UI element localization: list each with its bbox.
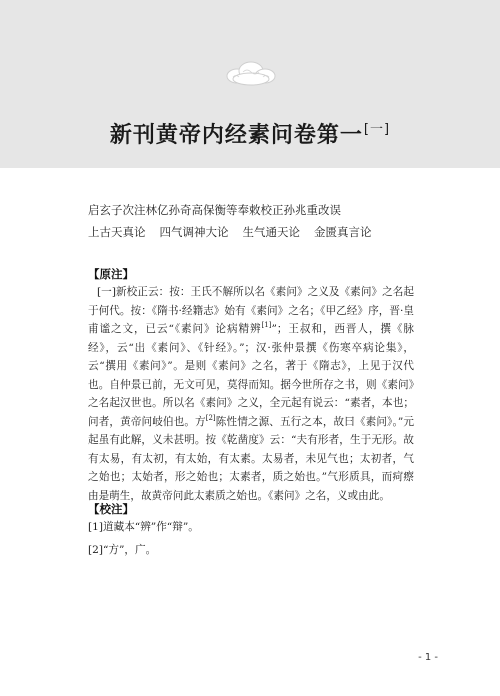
cloud-ornament-icon	[223, 60, 279, 86]
collation-heading: 【校注】	[88, 502, 134, 516]
annotation-text-b: ”；王叔和，西晋人，撰《脉经》，云“出《素问》、《针经》。”；汉·张仲景撰《伤寒卒病论集》，云“撰用《素问》”。是则《素问》之名，著于《隋志》，上见于汉代也。自仲景已前，无文可见，莫得而知。据今世所存之书，则《素问》之名起汉世也。所以名《素问》之义，全元起有说云：“素者，本也；问者，黄帝问岐伯也。方	[88, 323, 414, 428]
chapter-title-text: 新刊黄帝内经素问卷第一	[109, 123, 363, 148]
chapter-item: 四气调神大论	[159, 225, 229, 239]
collation-note: [2]“方”，广。	[88, 544, 157, 556]
chapter-item: 上古天真论	[88, 225, 146, 239]
annotation-paragraph	[88, 283, 414, 505]
footnote-ref-1: [1]	[261, 321, 272, 329]
annotation-text-c: 陈性情之源、五行之本，故曰《素问》。”元起虽有此解，义未甚明。按《乾凿度》云：“夫有形者，生于无形。故有太易，有太初，有太始，有太素。太易者，未见气也；太初者，气之始也；太始者，形之始也；太素者，质之始也。”气形质具，而疴瘵由是萌生，故黄帝问此太素质之始也。《素问》之名，义或由此。	[88, 415, 414, 502]
footnote-ref-2: [2]	[205, 413, 216, 422]
annotation-text-a: [一]新校正云：按：王氏不解所以名《素问》之义及《素问》之名起于何代。按：《隋书·经籍志》始有《素问》之名；《甲乙经》序，晋·皇甫谧之文，已云“《素问》论病精辨	[88, 286, 414, 335]
author-line: 启玄子次注林亿孙奇高保衡等奉敕校正孙兆重改误	[88, 203, 341, 217]
chapter-item: 生气通天论	[242, 225, 300, 239]
chapter-title	[0, 118, 500, 149]
chapter-item: 金匮真言论	[314, 225, 372, 239]
chapter-list	[88, 224, 372, 240]
title-note-ref: [一]	[363, 122, 391, 137]
annotation-heading: 【原注】	[88, 267, 134, 281]
collation-note: [1]道藏本“辨”作“辩”。	[88, 521, 199, 533]
page-number: - 1 -	[418, 652, 438, 663]
